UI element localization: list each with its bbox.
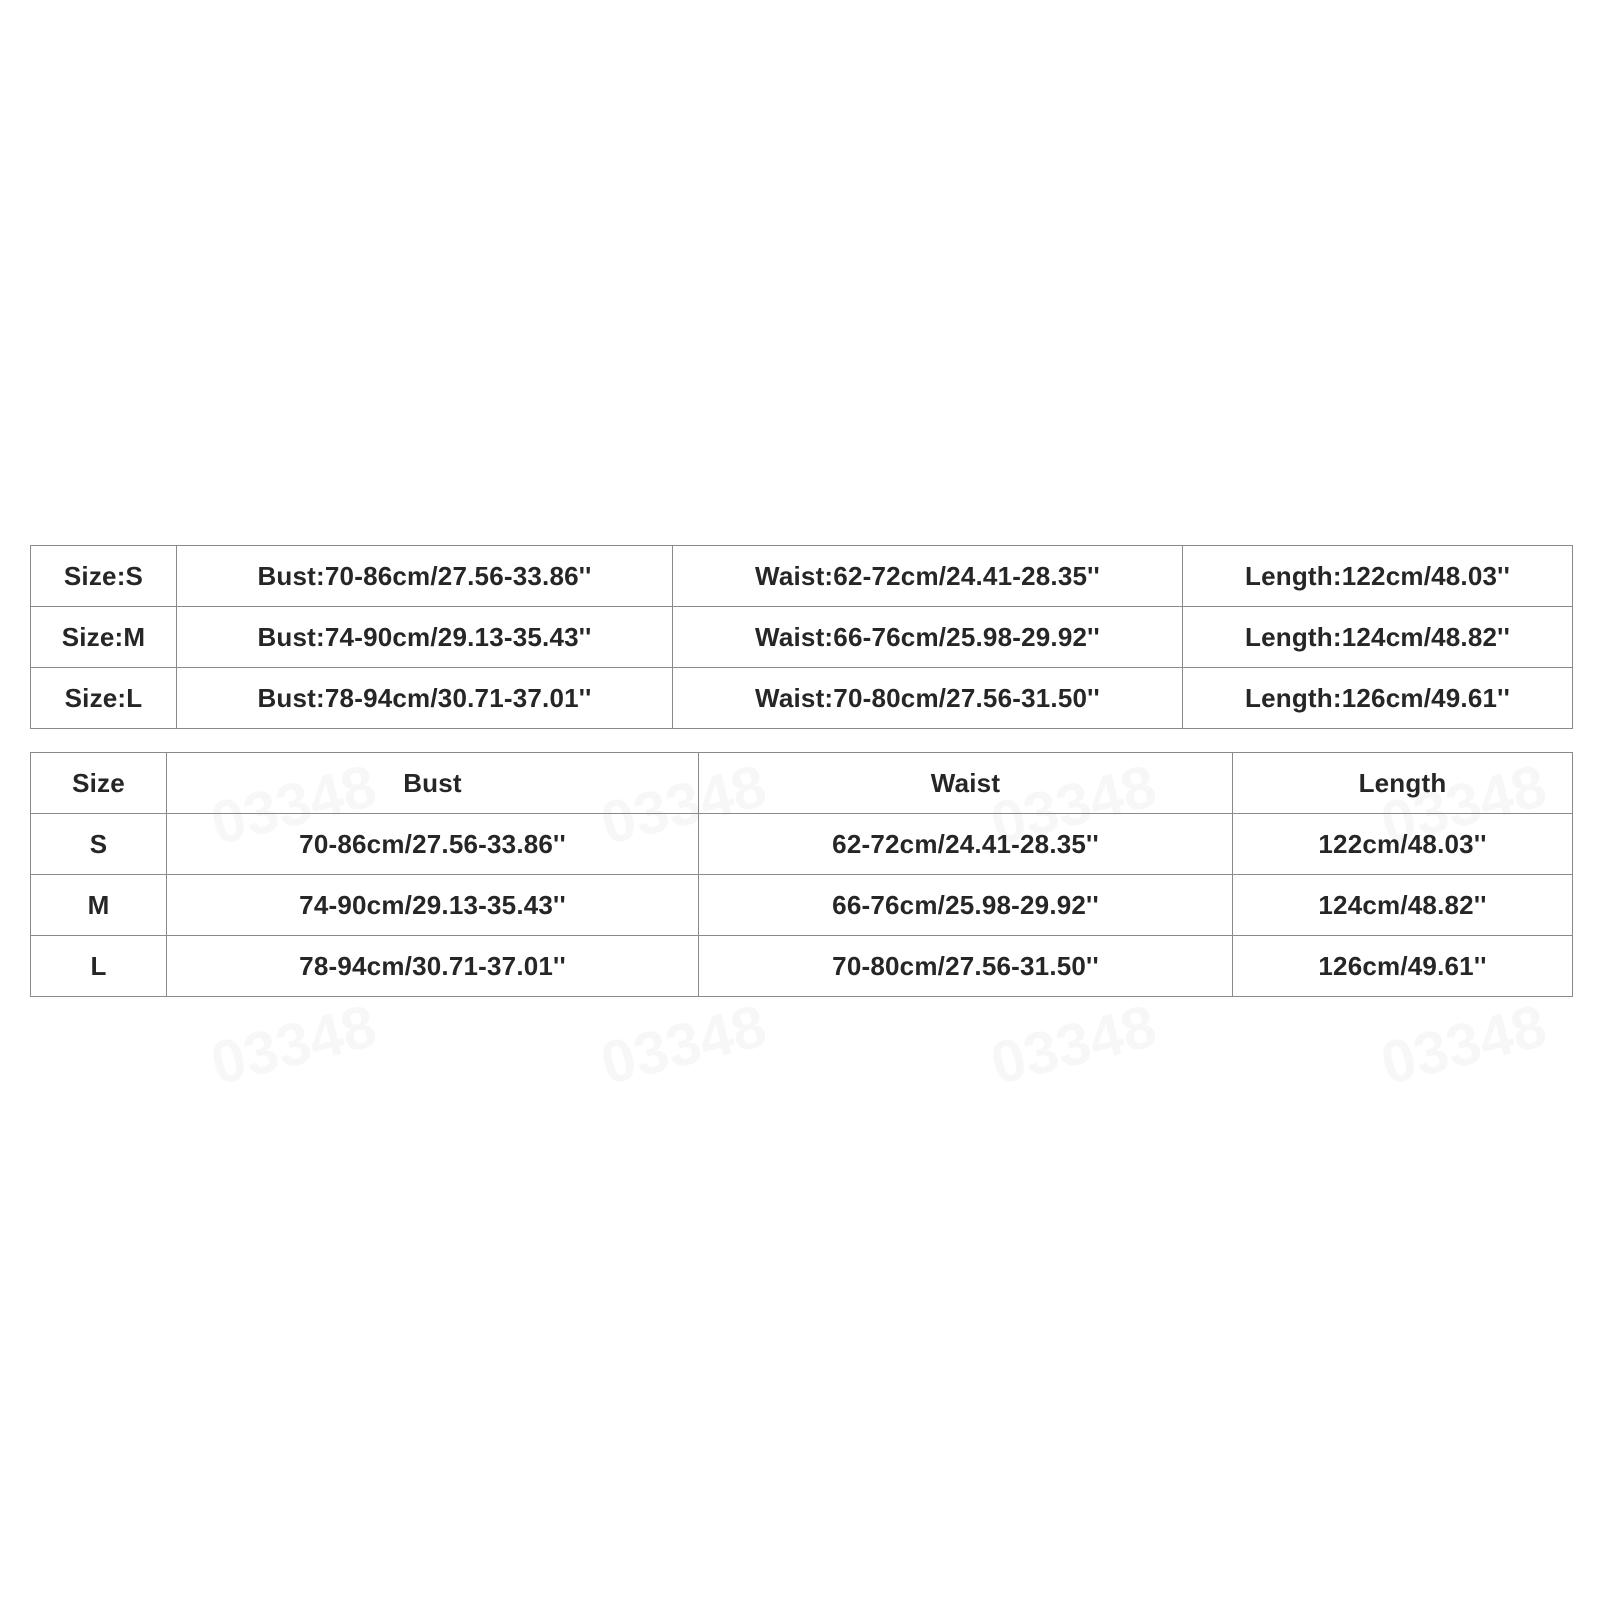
waist-cell: Waist:62-72cm/24.41-28.35'' [673,546,1183,607]
table-row [31,607,1573,668]
length-cell: Length:124cm/48.82'' [1183,607,1573,668]
waist-cell: 62-72cm/24.41-28.35'' [699,814,1233,875]
table-row [31,936,1573,997]
column-header-length: Length [1233,753,1573,814]
length-cell: Length:122cm/48.03'' [1183,546,1573,607]
column-header-waist: Waist [699,753,1233,814]
bust-cell: Bust:78-94cm/30.71-37.01'' [177,668,673,729]
column-header-bust: Bust [167,753,699,814]
bust-cell: Bust:74-90cm/29.13-35.43'' [177,607,673,668]
watermark [1374,991,1553,1098]
size-cell: Size:L [31,668,177,729]
waist-cell: 66-76cm/25.98-29.92'' [699,875,1233,936]
watermark [204,991,383,1098]
size-cell: L [31,936,167,997]
table-row [31,875,1573,936]
column-header-size: Size [31,753,167,814]
length-cell: 126cm/49.61'' [1233,936,1573,997]
size-cell: Size:M [31,607,177,668]
size-cell: Size:S [31,546,177,607]
table-row [31,546,1573,607]
size-chart-grid-table [30,752,1573,997]
size-chart-inline-table [30,545,1573,729]
table-row [31,668,1573,729]
waist-cell: Waist:66-76cm/25.98-29.92'' [673,607,1183,668]
length-cell: 124cm/48.82'' [1233,875,1573,936]
waist-cell: 70-80cm/27.56-31.50'' [699,936,1233,997]
table-row [31,814,1573,875]
size-cell: S [31,814,167,875]
length-cell: 122cm/48.03'' [1233,814,1573,875]
length-cell: Length:126cm/49.61'' [1183,668,1573,729]
bust-cell: 74-90cm/29.13-35.43'' [167,875,699,936]
size-cell: M [31,875,167,936]
table-header-row [31,753,1573,814]
bust-cell: 70-86cm/27.56-33.86'' [167,814,699,875]
bust-cell: 78-94cm/30.71-37.01'' [167,936,699,997]
watermark [594,991,773,1098]
watermark [984,991,1163,1098]
bust-cell: Bust:70-86cm/27.56-33.86'' [177,546,673,607]
waist-cell: Waist:70-80cm/27.56-31.50'' [673,668,1183,729]
